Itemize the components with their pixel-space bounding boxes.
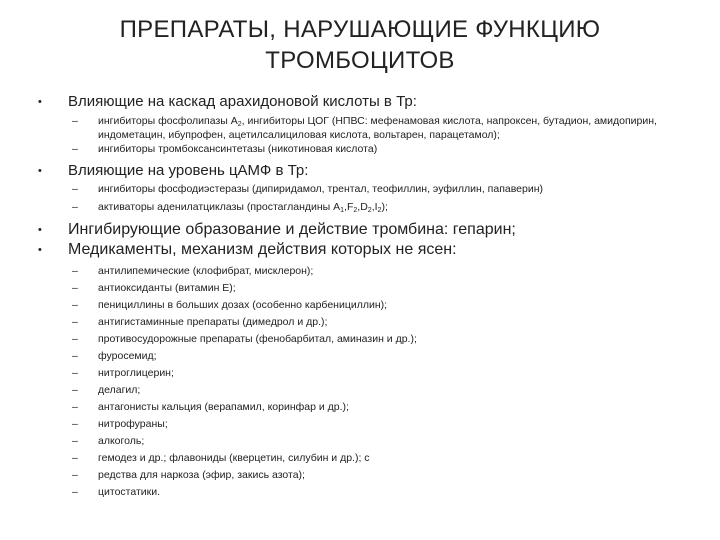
bullet: • xyxy=(38,165,42,177)
dash: – xyxy=(72,401,78,413)
dash: – xyxy=(72,316,78,328)
section-4-heading: Медикаменты, механизм действия которых не ясен: xyxy=(68,241,457,258)
dash: – xyxy=(72,350,78,362)
list-item-text: ингибиторы фосфолипазы $А_2$, ингибиторы ЦОГ (НПВС: мефенамовая кислота, напроксен, бутадион, амидопирин, индометацин, ибупрофен, ацетилсалициловая кислота, вольтарен, парацетамол); xyxy=(98,115,657,141)
list-item-text: антилипемические (клофибрат, мисклерон); xyxy=(98,265,314,277)
dash: – xyxy=(72,282,78,294)
dash: – xyxy=(72,435,78,447)
list-item-text: фуросемид; xyxy=(98,350,157,362)
list-item-text: редства для наркоза (эфир, закись азота); xyxy=(98,469,305,481)
dash: – xyxy=(72,469,78,481)
list-item-text: пенициллины в больших дозах (особенно карбенициллин); xyxy=(98,299,388,311)
list-item-text: нитроглицерин; xyxy=(98,367,174,379)
list-item-text: противосудорожные препараты (фенобарбитал, аминазин и др.); xyxy=(98,333,417,345)
dash: – xyxy=(72,143,78,155)
title-line-2: ТРОМБОЦИТОВ xyxy=(265,47,455,74)
list-item-text: активаторы аденилатциклазы (простагландины $А_1,F_2,D_2,I_2$); xyxy=(98,201,388,214)
list-item-text: нитрофураны; xyxy=(98,418,168,430)
bullet: • xyxy=(38,244,42,256)
list-item-text: гемодез и др.; флавониды (кверцетин, силубин и др.); с xyxy=(98,452,370,464)
dash: – xyxy=(72,486,78,498)
dash: – xyxy=(72,201,78,213)
list-item-text: антигистаминные препараты (димедрол и др.); xyxy=(98,316,328,328)
dash: – xyxy=(72,367,78,379)
slide-title xyxy=(60,14,660,76)
dash: – xyxy=(72,384,78,396)
list-item-text: антиоксиданты (витамин Е); xyxy=(98,282,236,294)
dash: – xyxy=(72,265,78,277)
dash: – xyxy=(72,333,78,345)
list-item-text: ингибиторы фосфодиэстеразы (дипиридамол, трентал, теофиллин, эуфиллин, папаверин) xyxy=(98,183,544,195)
dash: – xyxy=(72,418,78,430)
section-1-heading: Влияющие на каскад арахидоновой кислоты в Тр: xyxy=(68,93,417,110)
title-line-1: ПРЕПАРАТЫ, НАРУШАЮЩИЕ ФУНКЦИЮ xyxy=(119,16,601,43)
bullet: • xyxy=(38,96,42,108)
section-3-heading: Ингибирующие образование и действие тромбина: гепарин; xyxy=(68,221,516,238)
dash: – xyxy=(72,115,78,127)
list-item-text: цитостатики. xyxy=(98,486,161,498)
dash: – xyxy=(72,299,78,311)
list-item-text: антагонисты кальция (верапамил, коринфар и др.); xyxy=(98,401,349,413)
dash: – xyxy=(72,452,78,464)
section-2-heading: Влияющие на уровень цАМФ в Тр: xyxy=(68,162,309,179)
list-item-text: ингибиторы тромбоксансинтетазы (никотиновая кислота) xyxy=(98,143,378,155)
list-item-text: делагил; xyxy=(98,384,141,396)
dash: – xyxy=(72,183,78,195)
bullet: • xyxy=(38,224,42,236)
list-item-text: алкоголь; xyxy=(98,435,145,447)
